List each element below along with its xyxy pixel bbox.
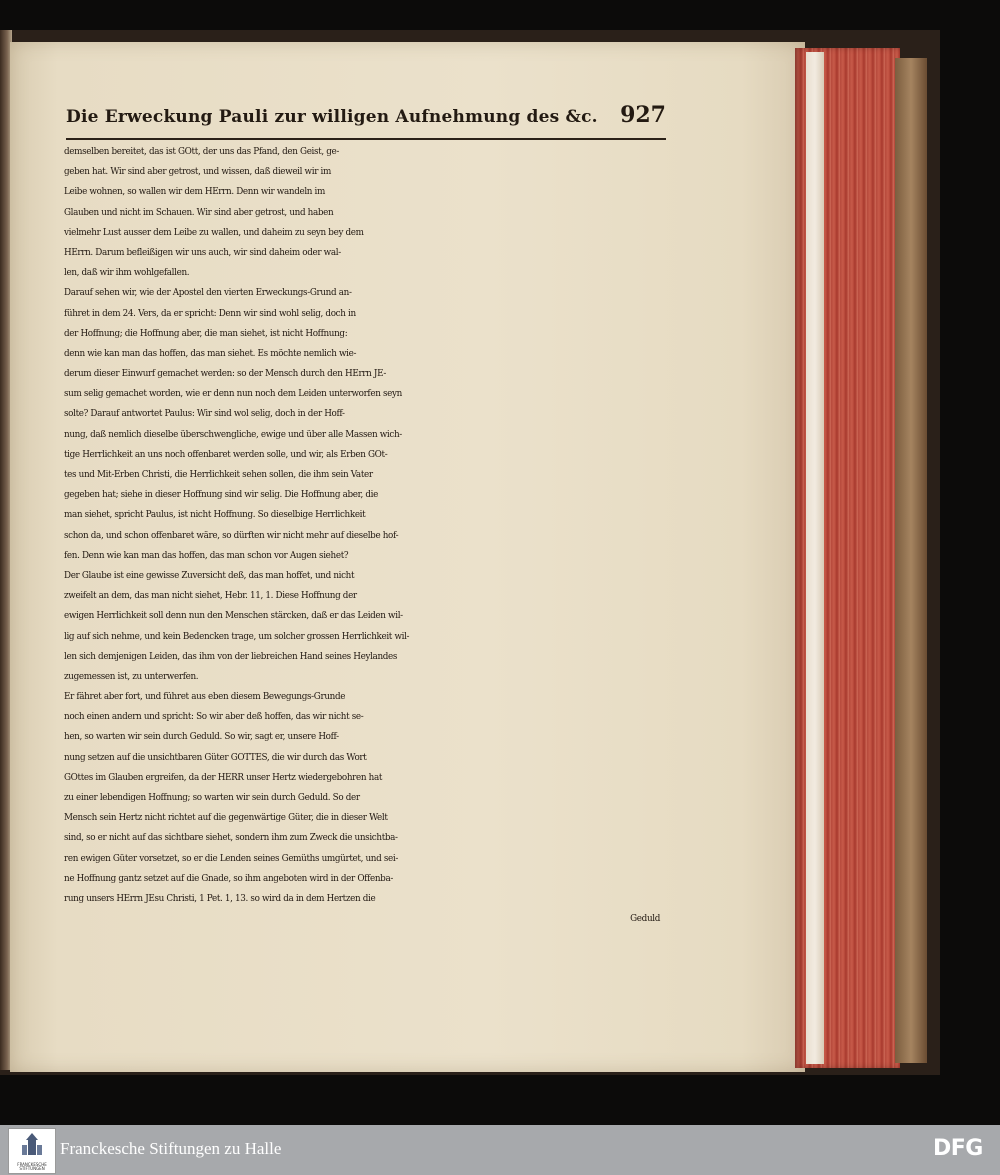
text-line: zweifelt an dem, das man nicht siehet, Hebr. 11, 1. Diese Hoffnung der <box>64 591 357 602</box>
text-line: len sich demjenigen Leiden, das ihm von der liebreichen Hand seines Heylandes <box>64 651 398 662</box>
text-line: geben hat. Wir sind aber getrost, und wissen, daß dieweil wir im <box>64 167 331 178</box>
text-line: fen. Denn wie kan man das hoffen, das man schon vor Augen siehet? <box>64 550 349 561</box>
text-line: hen, so warten wir sein durch Geduld. So wir, sagt er, unsere Hoff- <box>64 732 339 743</box>
text-line: Mensch sein Hertz nicht richtet auf die gegenwärtige Güter, die in dieser Welt <box>64 813 388 824</box>
text-line: vielmehr Lust ausser dem Leibe zu wallen, und daheim zu seyn bey dem <box>64 227 364 238</box>
text-line: demselben bereitet, das ist GOtt, der uns das Pfand, den Geist, ge- <box>64 147 340 157</box>
text-line: ewigen Herrlichkeit soll denn nun den Menschen stärcken, daß er das Leiden wil- <box>64 611 403 622</box>
text-line: nung setzen auf die unsichtbaren Güter GOTTES, die wir durch das Wort <box>64 752 367 763</box>
text-line: Leibe wohnen, so wallen wir dem HErrn. Denn wir wandeln im <box>64 187 326 198</box>
text-line: sind, so er nicht auf das sichtbare siehet, sondern ihm zum Zweck die unsichtba- <box>64 833 398 844</box>
text-line: len, daß wir ihm wohlgefallen. <box>64 268 190 279</box>
page-body-text <box>64 142 664 929</box>
running-header <box>66 102 666 136</box>
text-line: führet in dem 24. Vers, da er spricht: Denn wir sind wohl selig, doch in <box>64 308 356 319</box>
building-icon <box>9 1129 55 1165</box>
text-line: GOttes im Glauben ergreifen, da der HERR unser Hertz wiedergebohren hat <box>64 772 383 783</box>
text-line: ren ewigen Güter vorsetzet, so er die Lenden seines Gemüths umgürtet, und sei- <box>64 853 398 864</box>
back-cover-board <box>895 58 927 1063</box>
text-line: derum dieser Einwurf gemachet werden: so der Mensch durch den HErrn JE- <box>64 369 386 380</box>
text-line: lig auf sich nehme, und kein Bedencken trage, um solcher grossen Herrlichkeit wil- <box>64 631 410 642</box>
institution-name: Franckesche Stiftungen zu Halle <box>60 1139 282 1158</box>
text-line: Glauben und nicht im Schauen. Wir sind aber getrost, und haben <box>64 207 334 218</box>
text-line: schon da, und schon offenbaret wäre, so dürften wir nicht mehr auf dieselbe hof- <box>64 530 399 541</box>
text-line: solte? Darauf antwortet Paulus: Wir sind wol selig, doch in der Hoff- <box>64 409 345 420</box>
text-line: nung, daß nemlich dieselbe überschwengliche, ewige und über alle Massen wich- <box>64 429 402 440</box>
page-number: 927 <box>620 102 666 128</box>
text-line: HErrn. Darum befleißigen wir uns auch, wir sind daheim oder wal- <box>64 247 341 258</box>
text-line: sum selig gemachet worden, wie er denn nun noch dem Leiden unterworfen seyn <box>64 389 402 400</box>
text-line: gegeben hat; siehe in dieser Hoffnung sind wir selig. Die Hoffnung aber, die <box>64 490 379 501</box>
institution-logo <box>8 1128 56 1174</box>
text-line: man siehet, spricht Paulus, ist nicht Hoffnung. So dieselbige Herrlichkeit <box>64 510 366 521</box>
text-line: rung unsers HErrn JEsu Christi, 1 Pet. 1, 13. so wird da in dem Hertzen die <box>64 893 376 904</box>
page-edge-highlight <box>806 52 824 1064</box>
header-rule <box>66 138 666 140</box>
text-line: tige Herrlichkeit an uns noch offenbaret werden solle, und wir, als Erben GOt- <box>64 449 388 460</box>
text-line: Er fähret aber fort, und führet aus eben diesem Bewegungs-Grunde <box>64 692 346 703</box>
text-line: ne Hoffnung gantz setzet auf die Gnade, so ihm angeboten wird in der Offenba- <box>64 873 393 884</box>
running-title: Die Erweckung Pauli zur willigen Aufnehmung des &c. <box>66 107 598 127</box>
logo-caption: FRANCKESCHE STIFTUNGEN <box>17 1162 47 1171</box>
text-line: denn wie kan man das hoffen, das man siehet. Es möchte nemlich wie- <box>64 348 357 359</box>
text-line: der Hoffnung; die Hoffnung aber, die man siehet, ist nicht Hoffnung: <box>64 328 348 339</box>
catchword: Geduld <box>630 914 660 925</box>
text-line: Der Glaube ist eine gewisse Zuversicht deß, das man hoffet, und nicht <box>64 570 355 581</box>
text-line: tes und Mit-Erben Christi, die Herrlichkeit sehen sollen, die ihm sein Vater <box>64 470 373 480</box>
text-line: Darauf sehen wir, wie der Apostel den vierten Erweckungs-Grund an- <box>64 288 352 299</box>
text-line: noch einen andern und spricht: So wir aber deß hoffen, das wir nicht se- <box>64 712 364 723</box>
text-line: zugemessen ist, zu unterwerfen. <box>64 671 199 682</box>
text-line: zu einer lebendigen Hoffnung; so warten wir sein durch Geduld. So der <box>64 793 360 803</box>
dfg-logo: DFG <box>933 1136 983 1161</box>
